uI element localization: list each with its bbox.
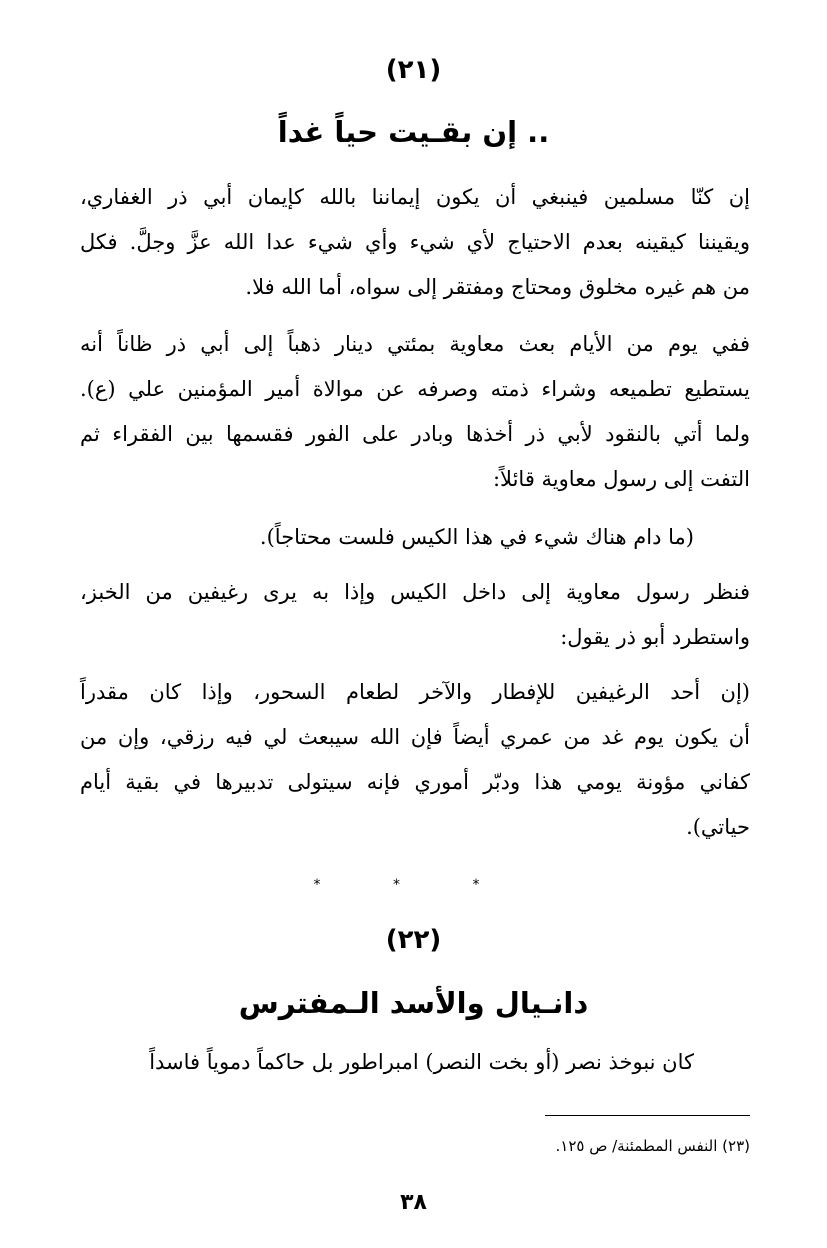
section-21-paragraph-4: [80, 670, 750, 850]
text-line: ففي يوم من الأيام بعث معاوية بمئتي دينار ذهباً إلى أبي ذر ظاناً أنه: [80, 332, 750, 356]
text-line: ولما أتي بالنقود لأبي ذر أخذها وبادر على الفور فقسمها بين الفقراء ثم: [80, 422, 750, 446]
text-line: حياتي).: [686, 815, 750, 839]
footnote-divider: [545, 1115, 750, 1116]
text-line: (إن أحد الرغيفين للإفطار والآخر لطعام السحور، وإذا كان مقدراً: [80, 680, 750, 704]
section-22-number: (٢٢): [385, 925, 442, 955]
text-line: كفاني مؤونة يومي هذا ودبّر أموري فإنه سيتولى تدبيرها في بقية أيام: [80, 770, 750, 794]
section-separator: * * *: [313, 877, 514, 893]
text-line: إن كنّا مسلمين فينبغي أن يكون إيماننا بالله كإيمان أبي ذر الغفاري،: [80, 185, 750, 209]
text-line: واستطرد أبو ذر يقول:: [560, 625, 750, 649]
section-21-number: (٢١): [385, 55, 442, 85]
section-21-quote-1: (ما دام هناك شيء في هذا الكيس فلست محتاجاً).: [259, 525, 694, 549]
text-line: من هم غيره مخلوق ومحتاج ومفتقر إلى سواه، أما الله فلا.: [245, 275, 750, 299]
section-21-title: .. إن بقـيت حياً غداً: [277, 115, 550, 149]
footnote: (٢٣) النفس المطمئنة/ ص ١٢٥.: [555, 1137, 750, 1155]
text-line: يستطيع تطميعه وشراء ذمته وصرفه عن موالاة أمير المؤمنين علي (ع).: [80, 377, 750, 401]
section-22-paragraph-1: [80, 1040, 750, 1085]
text-line: التفت إلى رسول معاوية قائلاً:: [492, 467, 750, 491]
text-line: كان نبوخذ نصر (أو بخت النصر) امبراطور بل حاكماً دموياً فاسداً: [149, 1050, 694, 1074]
text-line: ويقيننا كيقينه بعدم الاحتياج لأي شيء وأي شيء عدا الله عزَّ وجلَّ. فكل: [80, 230, 750, 254]
section-21-paragraph-3: [80, 570, 750, 660]
page-number: ٣٨: [400, 1190, 427, 1215]
text-line: فنظر رسول معاوية إلى داخل الكيس وإذا به يرى رغيفين من الخبز،: [80, 580, 750, 604]
section-22-title: دانـيال والأسد الـمفترس: [238, 986, 589, 1020]
section-21-paragraph-2: [80, 322, 750, 502]
text-line: أن يكون يوم غد من عمري أيضاً فإن الله سيبعث لي فيه رزقي، وإن من: [80, 725, 750, 749]
section-21-paragraph-1: [80, 175, 750, 310]
